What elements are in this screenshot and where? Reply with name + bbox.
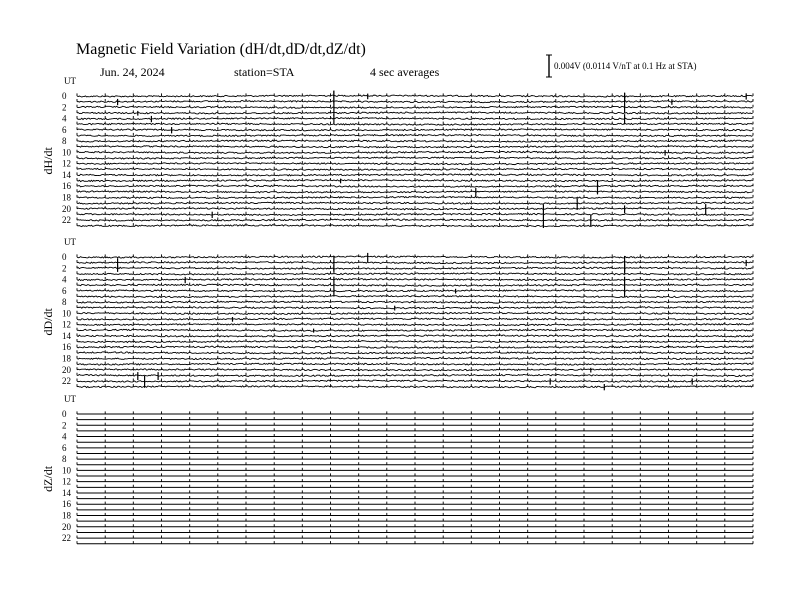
hour-label: 14 — [62, 169, 71, 180]
panel-2 — [41, 394, 753, 544]
hour-label: 18 — [62, 192, 71, 203]
hour-label: 22 — [62, 215, 71, 226]
hour-label: 8 — [62, 297, 67, 308]
hour-label: 20 — [62, 521, 71, 532]
panel-ylabel: dH/dt — [41, 147, 55, 175]
hour-label: 18 — [62, 353, 71, 364]
hour-label: 10 — [62, 308, 71, 319]
hour-label: 6 — [62, 124, 67, 135]
scale-note: 0.004V (0.0114 V/nT at 0.1 Hz at STA) — [554, 61, 697, 71]
hour-label: 20 — [62, 364, 71, 375]
hour-label: 6 — [62, 285, 67, 296]
hour-label: 4 — [62, 274, 67, 285]
hour-label: 2 — [62, 102, 67, 113]
ut-label: UT — [64, 237, 76, 247]
panel-ylabel: dD/dt — [41, 308, 55, 336]
hour-label: 14 — [62, 330, 71, 341]
hour-label: 0 — [62, 409, 67, 419]
hour-label: 16 — [62, 342, 71, 353]
chart-date: Jun. 24, 2024 — [100, 65, 165, 79]
hour-label: 10 — [62, 465, 71, 476]
hour-label: 22 — [62, 533, 71, 544]
hour-label: 16 — [62, 181, 71, 192]
hour-label: 2 — [62, 263, 67, 274]
panels — [41, 76, 753, 544]
averaging-label: 4 sec averages — [370, 65, 440, 79]
hour-label: 0 — [62, 252, 67, 262]
hour-label: 22 — [62, 376, 71, 387]
ut-label: UT — [64, 394, 76, 404]
hour-label: 8 — [62, 454, 67, 465]
chart-title: Magnetic Field Variation (dH/dt,dD/dt,dZ/dt) — [76, 41, 366, 58]
panel-0 — [41, 76, 753, 228]
hour-label: 20 — [62, 203, 71, 214]
hour-label: 2 — [62, 420, 67, 431]
hour-label: 10 — [62, 147, 71, 158]
panel-1 — [41, 237, 753, 390]
panel-ylabel: dZ/dt — [41, 465, 55, 492]
hour-label: 4 — [62, 113, 67, 124]
hour-label: 16 — [62, 499, 71, 510]
scale-bar — [546, 55, 552, 77]
hour-label: 12 — [62, 476, 71, 487]
hour-label: 6 — [62, 442, 67, 453]
hour-label: 4 — [62, 431, 67, 442]
station-label: station=STA — [234, 65, 295, 79]
hour-label: 8 — [62, 136, 67, 147]
hour-label: 12 — [62, 319, 71, 330]
hour-label: 18 — [62, 510, 71, 521]
hour-label: 0 — [62, 91, 67, 101]
hour-label: 14 — [62, 487, 71, 498]
ut-label: UT — [64, 76, 76, 86]
hour-label: 12 — [62, 158, 71, 169]
